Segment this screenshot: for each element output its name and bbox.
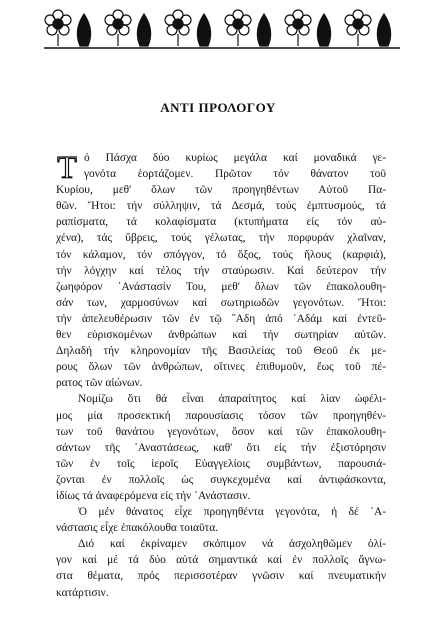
text-line: σάντων τῆς ᾿Αναστάσεως, καθ' ὅτι εἰς τήν ἐξιστόρησιν (56, 441, 386, 454)
text-line: Διό καί ἐκρίναμεν σκόπιμον νά ἀσχοληθῶμεν ὀλί- (78, 538, 386, 551)
text-line: σάν των, χαρμοσύνων καί σωτηριωδῶν γεγονότων. Ἤτοι: (56, 296, 386, 309)
fourth-paragraph (56, 536, 386, 600)
text-line: τήν ἀπελευθέρωσιν τῶν ἐν τῷ ῞Αδη ἀπό ᾿Αδάμ καί ἐντεῦ- (56, 312, 386, 325)
svg-text:Τ: Τ (57, 152, 77, 182)
flower-icon (285, 10, 311, 46)
flower-icon (165, 10, 191, 46)
text-line: θῶν. Ἤτοι: τήν σύλληψιν, τά Δεσμά, τούς ἐμπτυσμούς, τά (56, 200, 386, 213)
text-line: ἰδίως τά ἀναφερόμενα εἰς τήν ᾿Ανάστασιν. (56, 489, 251, 502)
first-paragraph (56, 150, 386, 391)
leaf-icon (377, 14, 390, 46)
text-line: κατάρτισιν. (56, 586, 109, 599)
flower-icon (225, 10, 251, 46)
text-line: ό Πάσχα δύο κυρίως μεγάλα καί μοναδικά γε- (84, 152, 386, 164)
text-line: ραπίσματα, τά κολαφίσματα (κτυπήματα εἰς τόν αὐ- (56, 216, 386, 229)
text-line: τήν λόγχην καί τέλος τήν σταύρωσιν. Καί δεύτερον τήν (56, 264, 386, 277)
leaf-icon (257, 14, 270, 46)
text-line: ζωηφόρον ᾿Ανάστασίν Του, μεθ' ὅλων τῶν ἐπακολουθη- (56, 280, 386, 293)
text-line: ρατος τῶν αἰώνων. (56, 377, 143, 390)
text-line: τῶν ἐν τοῖς ἱεροῖς Εὐαγγελίοις συμβάντων, παρουσιά- (56, 457, 386, 470)
text-line: ζονται ἐν πολλοῖς ὡς συγκεχυμένα καί ἀντιφάσκοντα, (56, 473, 386, 486)
body-text (56, 150, 386, 601)
second-paragraph (56, 391, 386, 504)
text-line: μος μία προσεκτική παρουσίασις τόσον τῶν προηγηθέν- (56, 409, 386, 422)
text-line: γονότα ἑορτάζομεν. Πρῶτον τόν θάνατον τοῦ (84, 168, 386, 181)
flower-icon (345, 10, 371, 46)
leaf-icon (197, 14, 210, 46)
text-line: Κυρίου, μεθ' ὅλων τῶν προηγηθέντων Αὐτοῦ Πα- (56, 184, 386, 197)
leaf-icon (317, 14, 330, 46)
leaf-icon (137, 14, 150, 46)
text-line: θεν εὑρισκομένων ἀνθρώπων καί τήν σωτηρίαν αὐτῶν. (56, 329, 386, 342)
text-line: Δηλαδή τήν κληρονομίαν τῆς Βασιλείας τοῦ Θεοῦ ἐκ με- (56, 345, 386, 358)
text-line: στα θέματα, πρός περισσοτέραν γνῶσιν καί πνευματικήν (56, 570, 386, 583)
text-line: των τοῦ θανάτου γεγονότων, ὅσον καί τῶν ἐπακολουθη- (56, 425, 386, 438)
text-line: ρους ὅλων τῶν ἀνθρώπων, οἵτινες ἐπιθυμοῦν, ἕως τοῦ πέ- (56, 361, 386, 374)
drop-cap (56, 152, 78, 182)
page-heading: ΑΝΤΙ ΠΡΟΛΟΓΟΥ (160, 100, 276, 115)
flower-icon (105, 10, 131, 46)
floral-ornament-border (44, 6, 400, 50)
flower-icon (45, 10, 71, 46)
third-paragraph (56, 504, 386, 536)
text-line: Ὁ μέν θάνατος εἶχε προηγηθέντα γεγονότα, ἡ δέ ᾿Α- (78, 506, 386, 519)
text-line: χένα), τάς ὕβρεις, τούς γέλωτας, τήν πορφυράν χλαῖναν, (56, 232, 386, 245)
text-line: νάστασις εἶχε ἐπακόλουθα τοιαῦτα. (56, 522, 219, 535)
text-line: τόν κάλαμον, τόν σπόγγον, τό ὄξος, τούς ἥλους (καρφιά), (56, 248, 386, 261)
leaf-icon (77, 14, 90, 46)
text-line: γον καί μέ τά δύο αὐτά σημαντικά καί ἐν πολλοῖς ἄγνω- (56, 554, 386, 567)
text-line: Νομίζω ὅτι θά εἶναι ἀπαραίτητος καί λίαν ὠφέλι- (78, 393, 386, 406)
